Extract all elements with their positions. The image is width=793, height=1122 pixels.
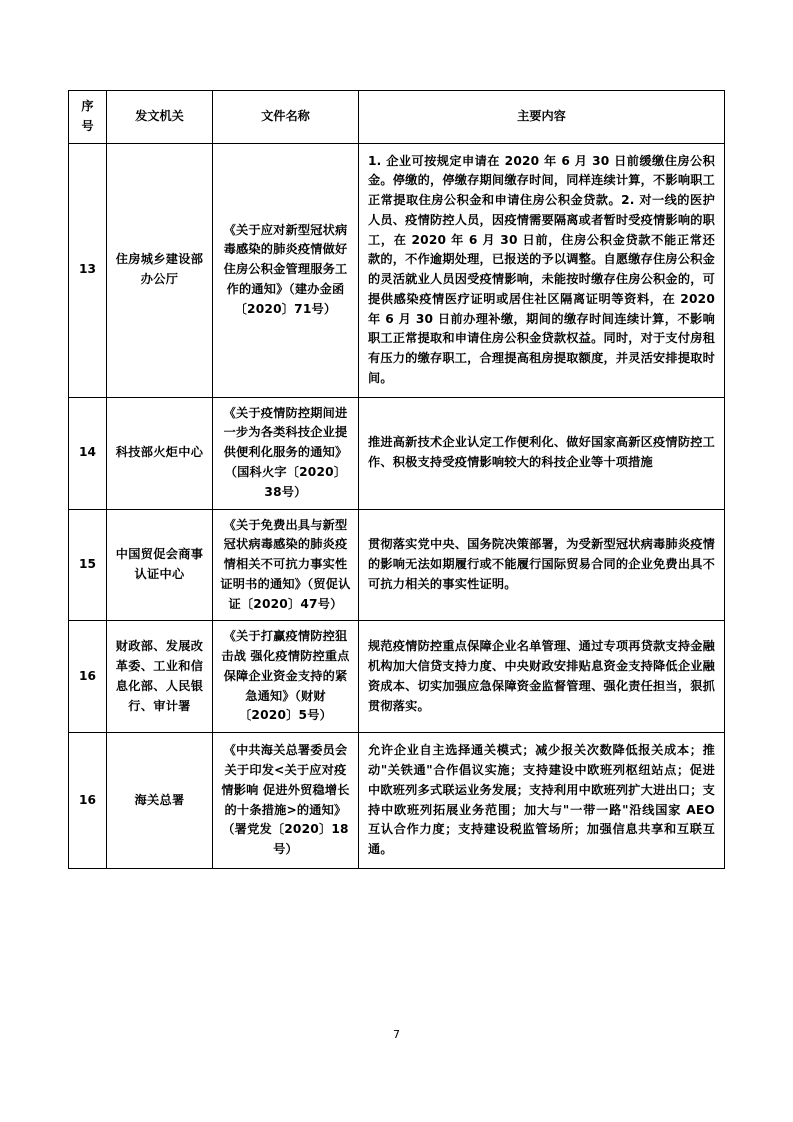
cell-main-content: 贯彻落实党中央、国务院决策部署，为受新型冠状病毒肺炎疫情的影响无法如期履行或不能履行国际贸易合同的企业免费出具不可抗力相关的事实性证明。 xyxy=(359,509,725,621)
cell-document-name: 《关于免费出具与新型冠状病毒感染的肺炎疫情相关不可抗力事实性证明书的通知》（贸促认证〔2020〕47号） xyxy=(213,509,359,621)
table-row xyxy=(69,143,725,397)
column-header-main-content: 主要内容 xyxy=(359,91,725,144)
policy-document-table xyxy=(68,90,725,869)
column-header-sequence: 序号 xyxy=(69,91,107,144)
table-row xyxy=(69,733,725,869)
cell-issuing-authority: 住房城乡建设部办公厅 xyxy=(107,143,213,397)
cell-document-name: 《关于疫情防控期间进一步为各类科技企业提供便利化服务的通知》（国科火字〔2020〕38号） xyxy=(213,397,359,509)
cell-issuing-authority: 中国贸促会商事认证中心 xyxy=(107,509,213,621)
cell-issuing-authority: 海关总署 xyxy=(107,733,213,869)
cell-main-content: 1. 企业可按规定申请在 2020 年 6 月 30 日前缓缴住房公积金。停缴的，停缴存期间缴存时间，同样连续计算，不影响职工正常提取住房公积金和申请住房公积金贷款。2. 对一线的医护人员、疫情防控人员，因疫情需要隔离或者暂时受疫情影响的职工，在 2020 年 6 月 30 日前，住房公积金贷款不能正常还款的，不作逾期处理，已报送的予以调整。自愿缴存住房公积金的灵活就业人员因受疫情影响，未能按时缴存住房公积金的，可提供感染疫情医疗证明或居住社区隔离证明等资料，在 2020 年 6 月 30 日前办理补缴，期间的缴存时间连续计算，不影响职工正常提取和申请住房公积金贷款权益。同时，对于支付房租有压力的缴存职工，合理提高租房提取额度，并灵活安排提取时间。 xyxy=(359,143,725,397)
table-body xyxy=(69,143,725,868)
table-row xyxy=(69,621,725,733)
cell-main-content: 允许企业自主选择通关模式；减少报关次数降低报关成本；推动"关铁通"合作倡议实施；支持建设中欧班列枢纽站点；促进中欧班列多式联运业务发展；支持利用中欧班列扩大进出口；支持中欧班列拓展业务范围；加大与"一带一路"沿线国家 AEO 互认合作力度；支持建设税监管场所；加强信息共享和互联互通。 xyxy=(359,733,725,869)
column-header-document-name: 文件名称 xyxy=(213,91,359,144)
table-header-row xyxy=(69,91,725,144)
cell-document-name: 《关于打赢疫情防控狙击战 强化疫情防控重点保障企业资金支持的紧急通知》（财财〔2020〕5号） xyxy=(213,621,359,733)
cell-issuing-authority: 科技部火炬中心 xyxy=(107,397,213,509)
cell-sequence: 16 xyxy=(69,621,107,733)
cell-sequence: 16 xyxy=(69,733,107,869)
cell-document-name: 《中共海关总署委员会关于印发<关于应对疫情影响 促进外贸稳增长的十条措施>的通知》（署党发〔2020〕18号） xyxy=(213,733,359,869)
cell-document-name: 《关于应对新型冠状病毒感染的肺炎疫情做好住房公积金管理服务工作的通知》（建办金函〔2020〕71号） xyxy=(213,143,359,397)
table-header xyxy=(69,91,725,144)
cell-main-content: 规范疫情防控重点保障企业名单管理、通过专项再贷款支持金融机构加大信贷支持力度、中央财政安排贴息资金支持降低企业融资成本、切实加强应急保障资金监督管理、强化责任担当，狠抓贯彻落实。 xyxy=(359,621,725,733)
cell-sequence: 14 xyxy=(69,397,107,509)
cell-main-content: 推进高新技术企业认定工作便利化、做好国家高新区疫情防控工作、积极支持受疫情影响较大的科技企业等十项措施 xyxy=(359,397,725,509)
cell-issuing-authority: 财政部、发展改革委、工业和信息化部、人民银行、审计署 xyxy=(107,621,213,733)
cell-sequence: 15 xyxy=(69,509,107,621)
table-row xyxy=(69,509,725,621)
column-header-issuing-authority: 发文机关 xyxy=(107,91,213,144)
cell-sequence: 13 xyxy=(69,143,107,397)
table-row xyxy=(69,397,725,509)
page-number: 7 xyxy=(393,1028,400,1041)
